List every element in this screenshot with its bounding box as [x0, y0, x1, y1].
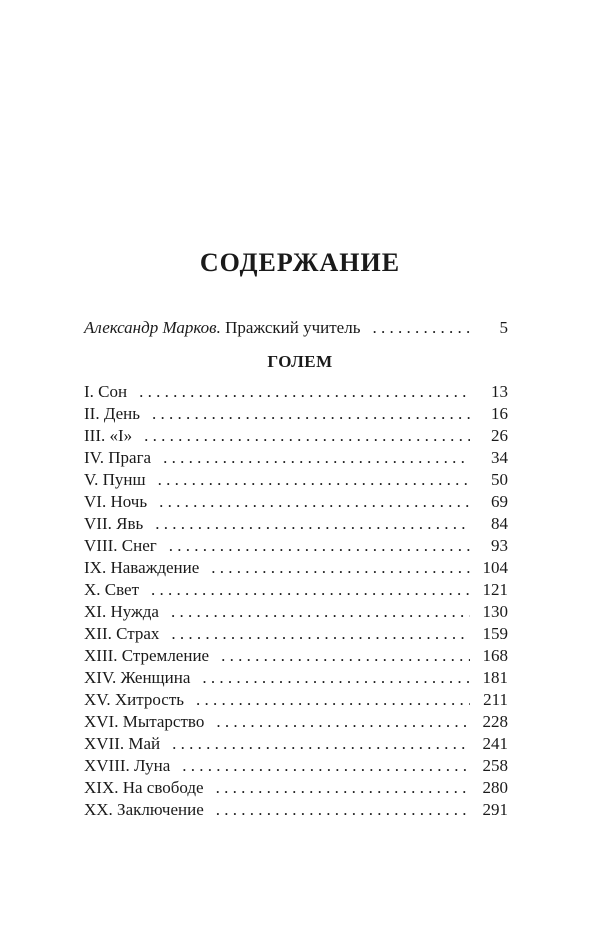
chapter-label: IV. Прага	[84, 448, 152, 467]
dot-leader	[171, 624, 470, 644]
toc-entry-chapter[interactable]	[84, 668, 508, 688]
chapter-page-number: 258	[482, 756, 508, 775]
toc-entry-chapter[interactable]	[84, 404, 508, 424]
chapter-page-number: 84	[491, 514, 508, 533]
toc-entry-chapter[interactable]	[84, 492, 508, 512]
page-title: СОДЕРЖАНИЕ	[199, 248, 401, 277]
chapter-page-number: 168	[482, 646, 508, 665]
chapter-page-number: 121	[482, 580, 508, 599]
chapter-label: XI. Нужда	[84, 602, 159, 621]
dot-leader	[155, 514, 470, 534]
dot-leader	[151, 580, 470, 600]
toc-entry-chapter[interactable]	[84, 624, 508, 644]
chapter-page-number: 93	[491, 536, 508, 555]
toc-entry-intro-text	[84, 318, 360, 338]
toc-entry-chapter[interactable]	[84, 756, 508, 776]
chapter-page-number: 291	[482, 800, 508, 819]
chapter-label: XVII. Май	[84, 734, 161, 753]
toc-entry-chapter[interactable]	[84, 778, 508, 798]
chapter-label: VII. Явь	[84, 514, 144, 533]
chapter-label: XX. Заключение	[84, 800, 204, 819]
toc-entry-chapter[interactable]	[84, 602, 508, 622]
chapter-label: VI. Ночь	[84, 492, 148, 511]
dot-leader	[216, 712, 470, 732]
chapter-label: V. Пунш	[84, 470, 146, 489]
chapter-label: XVI. Мытарство	[84, 712, 205, 731]
chapter-page-number: 13	[491, 382, 508, 401]
toc-entry-chapter[interactable]	[84, 514, 508, 534]
intro-page-number: 5	[499, 318, 508, 337]
chapter-page-number: 228	[482, 712, 508, 731]
toc-entry-chapter[interactable]	[84, 712, 508, 732]
dot-leader	[216, 778, 470, 798]
chapter-page-number: 241	[482, 734, 508, 753]
toc-entry-intro[interactable]	[84, 318, 508, 338]
chapter-page-number: 26	[491, 426, 508, 445]
section-heading: ГОЛЕМ	[267, 352, 333, 371]
chapter-label: XIX. На свободе	[84, 778, 204, 797]
toc-entry-chapter[interactable]	[84, 426, 508, 446]
chapter-label: XIII. Стремление	[84, 646, 210, 665]
chapter-page-number: 34	[491, 448, 508, 467]
chapter-label: X. Свет	[84, 580, 140, 599]
toc-entry-chapter[interactable]	[84, 734, 508, 754]
chapter-page-number: 211	[483, 690, 508, 709]
chapter-label: XVIII. Луна	[84, 756, 171, 775]
chapter-page-number: 130	[482, 602, 508, 621]
toc-entry-chapter[interactable]	[84, 382, 508, 402]
toc-entry-chapter[interactable]	[84, 690, 508, 710]
dot-leader	[163, 448, 470, 468]
dot-leader	[171, 602, 470, 622]
dot-leader	[221, 646, 470, 666]
dot-leader	[139, 382, 470, 402]
chapter-label: III. «I»	[84, 426, 133, 445]
chapter-label: II. День	[84, 404, 141, 423]
dot-leader	[182, 756, 470, 776]
dot-leader	[196, 690, 470, 710]
dot-leader	[211, 558, 470, 578]
chapter-page-number: 69	[491, 492, 508, 511]
chapter-page-number: 181	[482, 668, 508, 687]
chapter-page-number: 50	[491, 470, 508, 489]
dot-leader	[158, 470, 470, 490]
chapter-label: XII. Страх	[84, 624, 160, 643]
dot-leader	[172, 734, 470, 754]
dot-leader	[144, 426, 470, 446]
intro-title: Пражский учитель	[225, 318, 361, 337]
chapter-label: VIII. Снег	[84, 536, 157, 555]
dot-leader	[216, 800, 470, 820]
chapter-page-number: 104	[482, 558, 508, 577]
chapter-label: XIV. Женщина	[84, 668, 191, 687]
chapter-page-number: 159	[482, 624, 508, 643]
dot-leader	[152, 404, 470, 424]
chapter-page-number: 280	[482, 778, 508, 797]
toc-entry-chapter[interactable]	[84, 558, 508, 578]
chapter-label: IX. Наваждение	[84, 558, 200, 577]
dot-leader	[372, 318, 470, 338]
dot-leader	[202, 668, 470, 688]
chapter-label: I. Сон	[84, 382, 128, 401]
dot-leader	[169, 536, 470, 556]
toc-entry-chapter[interactable]	[84, 800, 508, 820]
toc-entry-chapter[interactable]	[84, 470, 508, 490]
toc-entry-chapter[interactable]	[84, 536, 508, 556]
chapter-page-number: 16	[491, 404, 508, 423]
chapter-label: XV. Хитрость	[84, 690, 185, 709]
dot-leader	[159, 492, 470, 512]
toc-entry-chapter[interactable]	[84, 646, 508, 666]
toc-entry-chapter[interactable]	[84, 448, 508, 468]
toc-entry-chapter[interactable]	[84, 580, 508, 600]
intro-author: Александр Марков.	[84, 318, 221, 337]
